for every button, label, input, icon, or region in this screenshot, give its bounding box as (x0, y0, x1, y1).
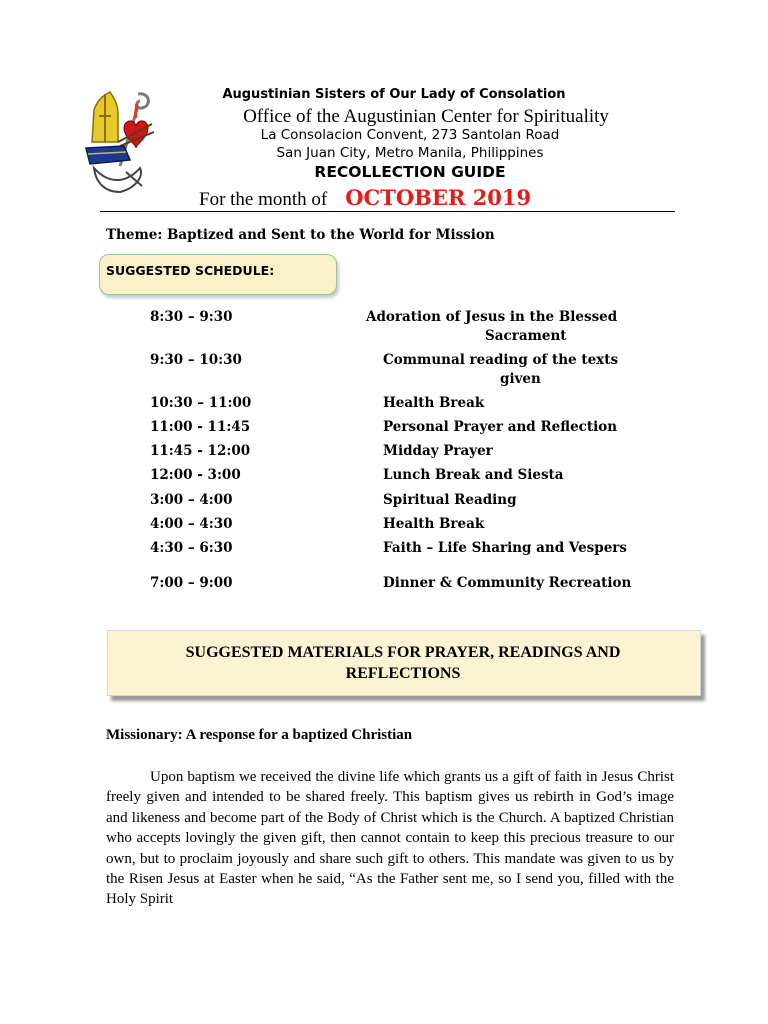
materials-title (107, 642, 699, 684)
schedule-activity: Dinner & Community Recreation (383, 575, 632, 591)
congregation-logo (80, 88, 162, 198)
schedule-time: 3:00 – 4:00 (150, 492, 233, 508)
schedule-time: 10:30 – 11:00 (150, 395, 252, 411)
schedule-label: SUGGESTED SCHEDULE: (106, 263, 275, 278)
schedule-time: 8:30 – 9:30 (150, 309, 233, 325)
schedule-time: 7:00 – 9:00 (150, 575, 233, 591)
schedule-activity: Health Break (383, 516, 485, 532)
schedule-activity: Midday Prayer (383, 443, 493, 459)
schedule-activity: Personal Prayer and Reflection (383, 419, 618, 435)
schedule-activity: Health Break (383, 395, 485, 411)
schedule-activity-continued: Sacrament (485, 328, 567, 344)
schedule-time: 4:30 – 6:30 (150, 540, 233, 556)
schedule-time: 9:30 – 10:30 (150, 352, 242, 368)
month-value: OCTOBER 2019 (345, 185, 532, 210)
schedule-activity: Communal reading of the texts (383, 352, 619, 368)
schedule-activity-continued: given (500, 371, 541, 387)
month-line (199, 185, 531, 211)
schedule-activity: Adoration of Jesus in the Blessed (366, 309, 618, 325)
guide-title: RECOLLECTION GUIDE (314, 163, 506, 181)
schedule-time: 11:45 - 12:00 (150, 443, 251, 459)
schedule-activity: Faith – Life Sharing and Vespers (383, 540, 628, 556)
header-divider (100, 211, 675, 212)
office-name: Office of the Augustinian Center for Spirituality (243, 106, 609, 127)
month-label: For the month of (199, 189, 328, 210)
schedule-time: 11:00 - 11:45 (150, 419, 251, 435)
section-heading: Missionary: A response for a baptized Christian (106, 727, 413, 743)
organization-name: Augustinian Sisters of Our Lady of Consolation (222, 87, 566, 102)
schedule-activity: Lunch Break and Siesta (383, 467, 564, 483)
section-paragraph: Upon baptism we received the divine life which grants us a gift of faith in Jesus Christ freely given and intended to be shared freely. This baptism gives us rebirth in God’s image and likeness and become part of the Body of Christ which is the Church. A baptized Christian who accepts lovingly the given gift, then cannot contain to keep this precious treasure to our own, but to proclaim joyously and share such gift to others. This mandate was given to us by the Risen Jesus at Easter when he said, “As the Father sent me, so I send you, filled with the Holy Spirit (106, 769, 674, 908)
materials-title-line-2: REFLECTIONS (345, 665, 461, 682)
address-line-1: La Consolacion Convent, 273 Santolan Road (260, 127, 560, 143)
schedule-time: 12:00 - 3:00 (150, 467, 241, 483)
schedule-activity: Spiritual Reading (383, 492, 517, 508)
address-line-2: San Juan City, Metro Manila, Philippines (276, 145, 544, 161)
theme-line: Theme: Baptized and Sent to the World for Mission (106, 227, 495, 243)
materials-title-line-1: SUGGESTED MATERIALS FOR PRAYER, READINGS AND (185, 644, 621, 661)
schedule-time: 4:00 – 4:30 (150, 516, 233, 532)
